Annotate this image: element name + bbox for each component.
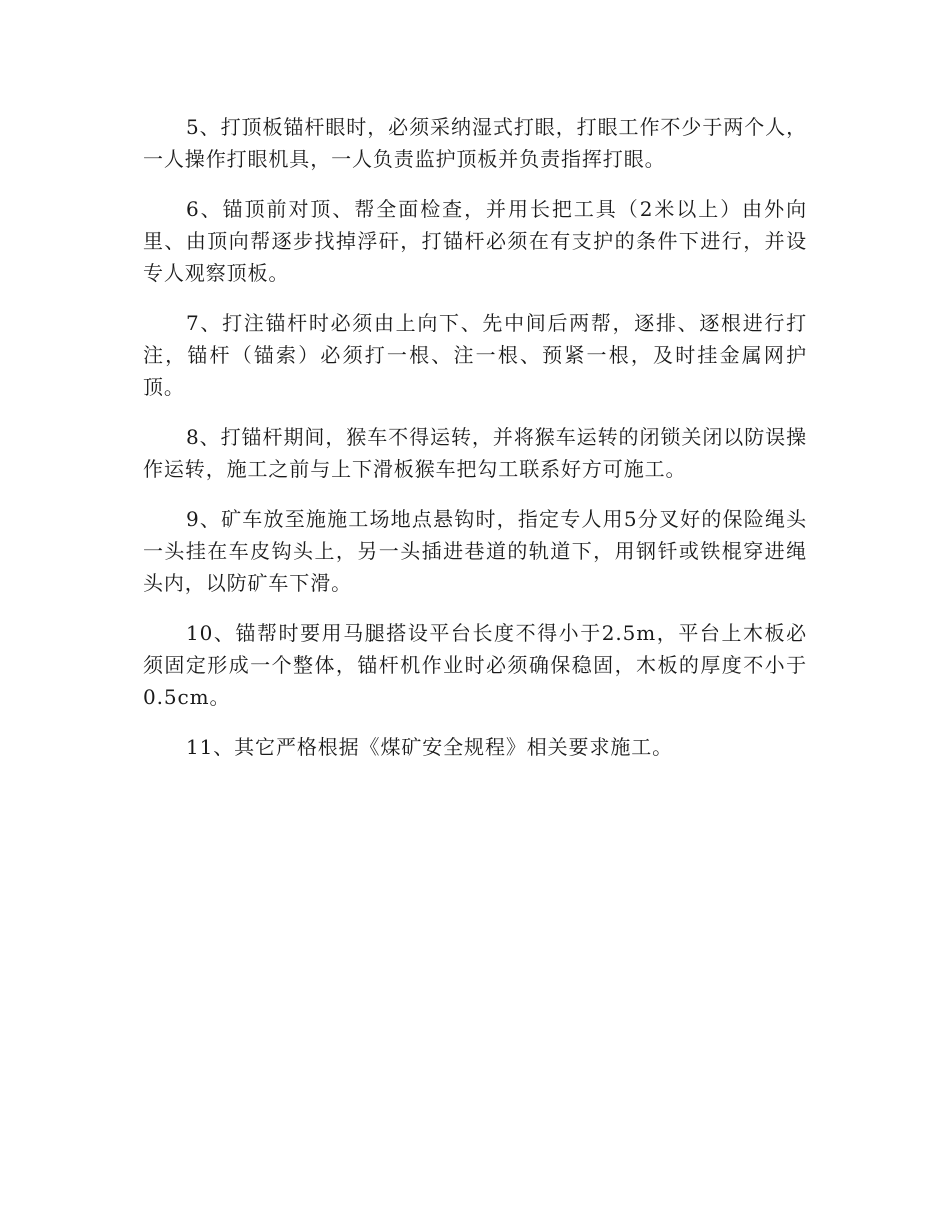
paragraph-item-6: 6、锚顶前对顶、帮全面检查，并用长把工具（2米以上）由外向里、由顶向帮逐步找掉浮矸，打锚杆必须在有支护的条件下进行，并设专人观察顶板。 <box>143 197 807 285</box>
paragraph-item-5: 5、打顶板锚杆眼时，必须采纳湿式打眼，打眼工作不少于两个人，一人操作打眼机具，一人负责监护顶板并负责指挥打眼。 <box>143 115 807 171</box>
paragraph-item-7: 7、打注锚杆时必须由上向下、先中间后两帮，逐排、逐根进行打注，锚杆（锚索）必须打一根、注一根、预紧一根，及时挂金属网护顶。 <box>143 311 807 399</box>
document-body <box>143 111 807 781</box>
paragraph-item-11: 11、其它严格根据《煤矿安全规程》相关要求施工。 <box>186 735 674 759</box>
paragraph-item-8: 8、打锚杆期间，猴车不得运转，并将猴车运转的闭锁关闭以防误操作运转，施工之前与上下滑板猴车把勾工联系好方可施工。 <box>143 425 807 481</box>
paragraph-item-9: 9、矿车放至施施工场地点悬钩时，指定专人用5分叉好的保险绳头一头挂在车皮钩头上，另一头插进巷道的轨道下，用钢钎或铁棍穿进绳头内，以防矿车下滑。 <box>143 507 807 595</box>
paragraph-item-10: 10、锚帮时要用马腿搭设平台长度不得小于2.5m，平台上木板必须固定形成一个整体，锚杆机作业时必须确保稳固，木板的厚度不小于0.5cm。 <box>143 621 807 709</box>
